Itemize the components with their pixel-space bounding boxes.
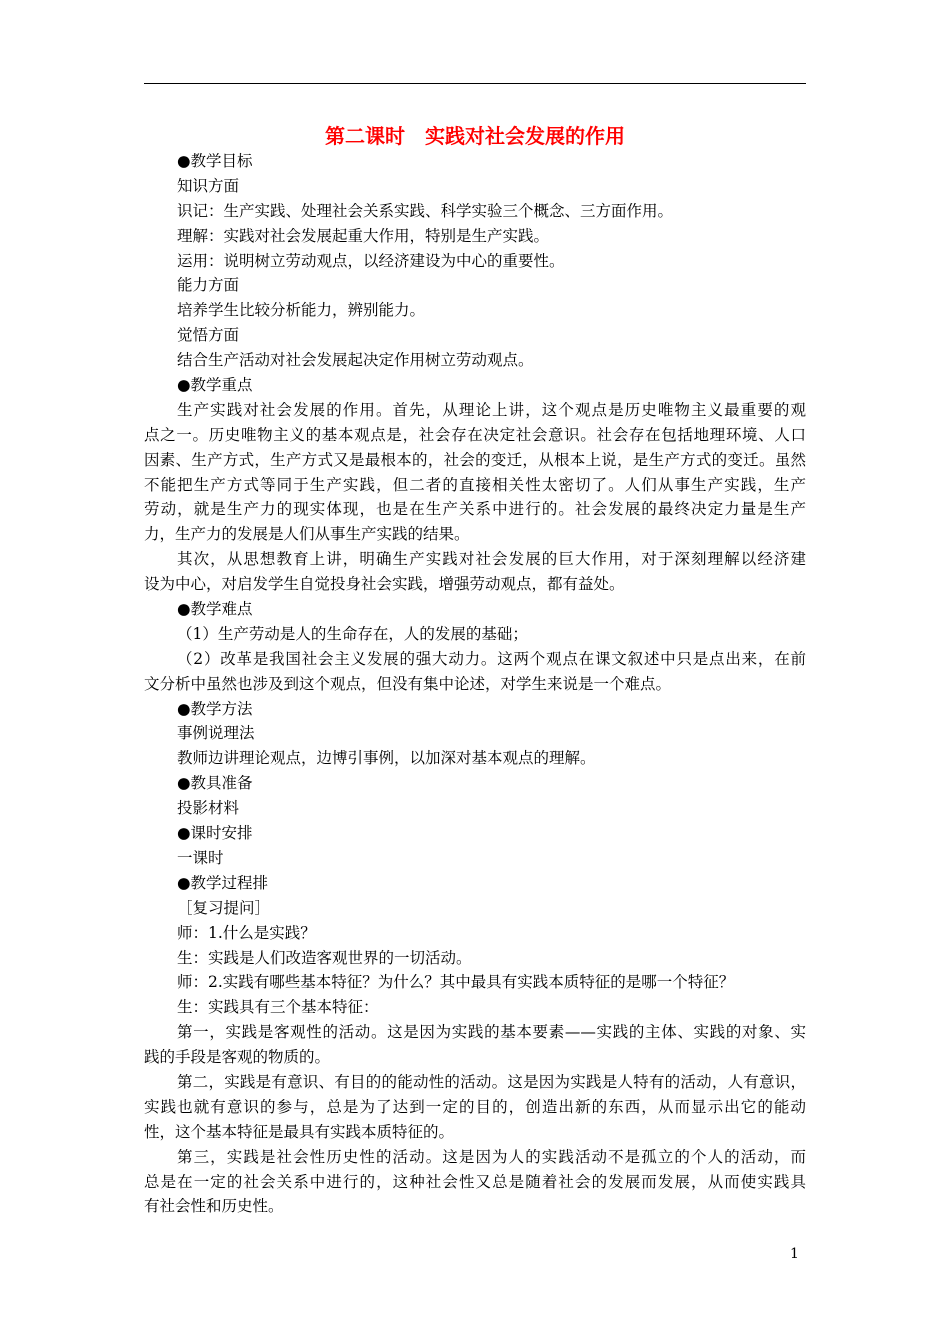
text-line: 力，生产力的发展是人们从事生产实践的结果。 [144,525,470,544]
text-line: 第二，实践是有意识、有目的的能动性的活动。这是因为实践是人特有的活动，人有意识， [177,1072,806,1091]
header-rule [144,83,806,84]
text-line: ●教具准备 [177,774,253,793]
text-line: 培养学生比较分析能力，辨别能力。 [177,301,426,320]
text-line: 投影材料 [177,799,240,818]
text-line: ●教学方法 [177,699,253,718]
text-line: 师：2.实践有哪些基本特征？为什么？其中最具有实践本质特征的是哪一个特征？ [177,973,735,992]
text-line: 生产实践对社会发展的作用。首先，从理论上讲，这个观点是历史唯物主义最重要的观 [177,400,806,419]
text-line: 点之一。历史唯物主义的基本观点是，社会存在决定社会意识。社会存在包括地理环境、人口 [144,425,806,444]
text-line: 总是在一定的社会关系中进行的，这种社会性又总是随着社会的发展而发展，从而使实践具 [144,1172,806,1191]
text-line: ［复习提问］ [177,898,271,917]
text-line: 性，这个基本特征是最具有实践本质特征的。 [144,1122,455,1141]
text-line: ●教学目标 [177,152,253,170]
text-line: 践的手段是客观的物质的。 [144,1048,331,1067]
text-line: （2）改革是我国社会主义发展的强大动力。这两个观点在课文叙述中只是点出来，在前 [177,649,806,668]
document-body [144,149,806,1219]
text-line: 劳动，就是生产力的现实体现，也是在生产关系中进行的。社会发展的最终决定力量是生产 [144,500,806,519]
text-line: 其次，从思想教育上讲，明确生产实践对社会发展的巨大作用，对于深刻理解以经济建 [177,550,806,569]
text-line: 结合生产活动对社会发展起决定作用树立劳动观点。 [177,351,534,370]
text-line: ●教学难点 [177,600,253,619]
text-line: 理解：实践对社会发展起重大作用，特别是生产实践。 [177,226,550,245]
text-line: 文分析中虽然也涉及到这个观点，但没有集中论述，对学生来说是一个难点。 [144,674,672,693]
text-line: 一课时 [177,848,224,867]
page-number: 1 [790,1246,799,1262]
text-line: 因素、生产方式，生产方式又是最根本的，社会的变迁，从根本上说，是生产方式的变迁。虽然 [144,450,806,469]
text-line: 实践也就有意识的参与，总是为了达到一定的目的，创造出新的东西，从而显示出它的能动 [144,1097,806,1116]
text-line: 有社会性和历史性。 [144,1197,284,1216]
text-line: ●教学重点 [177,376,253,395]
text-line: 师：1.什么是实践？ [177,923,316,942]
text-line: 运用：说明树立劳动观点，以经济建设为中心的重要性。 [177,251,565,270]
text-line: ●课时安排 [177,824,253,843]
text-line: 生：实践具有三个基本特征： [177,998,379,1017]
text-line: 设为中心，对启发学生自觉投身社会实践，增强劳动观点，都有益处。 [144,575,625,594]
text-line: 能力方面 [177,276,240,295]
text-line: 事例说理法 [177,724,255,743]
text-line: 第一，实践是客观性的活动。这是因为实践的基本要素——实践的主体、实践的对象、实 [177,1023,806,1042]
text-line: （1）生产劳动是人的生命存在，人的发展的基础； [177,624,528,643]
text-line: 知识方面 [177,176,240,195]
text-line: 第三，实践是社会性历史性的活动。这是因为人的实践活动不是孤立的个人的活动，而 [177,1147,806,1166]
page-title: 第二课时 实践对社会发展的作用 [325,124,625,148]
text-line: 生：实践是人们改造客观世界的一切活动。 [177,948,472,967]
text-line: 不能把生产方式等同于生产实践，但二者的直接相关性太密切了。人们从事生产实践，生产 [144,475,806,494]
text-line: 觉悟方面 [177,326,240,345]
text-line: 识记：生产实践、处理社会关系实践、科学实验三个概念、三方面作用。 [177,201,674,220]
text-line: ●教学过程排 [177,873,269,892]
text-line: 教师边讲理论观点，边博引事例，以加深对基本观点的理解。 [177,749,596,768]
